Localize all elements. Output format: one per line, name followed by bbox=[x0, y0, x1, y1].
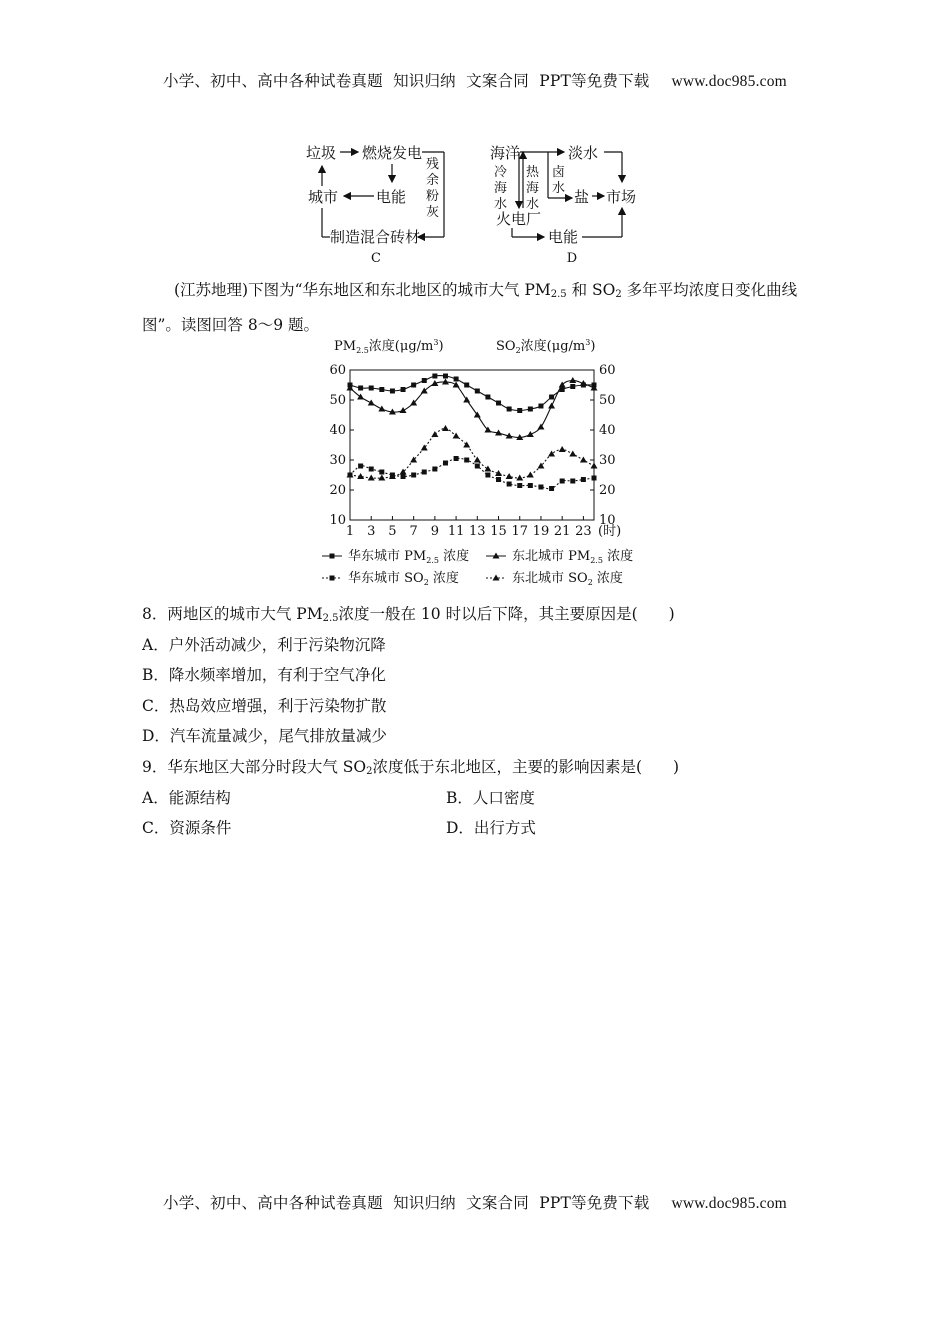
y-tick-label-right: 60 bbox=[599, 363, 616, 378]
data-point-triangle bbox=[580, 457, 587, 463]
data-point-square bbox=[358, 386, 363, 391]
d-electricity: 电能 bbox=[548, 228, 579, 246]
q9-sub: 2 bbox=[366, 766, 373, 777]
data-point-square bbox=[369, 386, 374, 391]
data-point-triangle bbox=[527, 431, 534, 437]
d-hot-2: 海 bbox=[526, 181, 540, 196]
d-cold-2: 海 bbox=[494, 181, 508, 196]
diagram-d bbox=[486, 138, 646, 268]
data-point-triangle bbox=[484, 466, 491, 472]
d-fresh-water: 淡水 bbox=[568, 144, 599, 162]
data-point-triangle bbox=[569, 451, 576, 457]
q9-option-b: B．人口密度 bbox=[446, 789, 535, 807]
data-point-triangle bbox=[378, 475, 385, 481]
data-point-square bbox=[507, 407, 512, 412]
intro-part-2: 和 SO bbox=[566, 281, 616, 299]
data-point-square bbox=[528, 407, 533, 412]
data-point-square bbox=[411, 473, 416, 478]
legend-label: 东北城市 $PM_{2.5}$ 浓度 bbox=[512, 549, 634, 565]
series-line-3 bbox=[350, 458, 594, 488]
y-tick-label-left: 30 bbox=[329, 453, 346, 468]
data-point-square bbox=[330, 554, 335, 559]
data-point-triangle bbox=[463, 397, 470, 403]
data-point-square bbox=[538, 404, 543, 409]
header-text: 小学、初中、高中各种试卷真题 知识归纳 文案合同 PPT等免费下载 bbox=[163, 72, 650, 90]
data-point-triangle bbox=[559, 446, 566, 452]
data-point-square bbox=[464, 458, 469, 463]
intro-part-3: 多年平均浓度日变化曲线图”。读图回答 8～9 题。 bbox=[142, 281, 798, 334]
data-point-square bbox=[507, 482, 512, 487]
page-footer bbox=[0, 1191, 950, 1213]
c-label: C bbox=[371, 251, 381, 266]
data-point-square bbox=[496, 477, 501, 482]
data-point-triangle bbox=[548, 403, 555, 409]
data-point-square bbox=[390, 389, 395, 394]
q9-suffix: 浓度低于东北地区，主要的影响因素是( ) bbox=[372, 758, 680, 776]
data-point-square bbox=[485, 395, 490, 400]
q8-sub: 2.5 bbox=[322, 613, 339, 624]
q9-prefix: 9．华东地区大部分时段大气 SO bbox=[142, 758, 367, 776]
data-point-square bbox=[432, 374, 437, 379]
data-point-square bbox=[570, 479, 575, 484]
x-tick-label: 9 bbox=[430, 524, 440, 539]
data-point-triangle bbox=[537, 424, 544, 430]
x-tick-label: 13 bbox=[469, 524, 486, 539]
data-point-triangle bbox=[453, 382, 460, 388]
d-market: 市场 bbox=[606, 188, 637, 206]
c-electricity: 电能 bbox=[376, 188, 407, 206]
q8-option-c: C．热岛效应增强，利于污染物扩散 bbox=[142, 697, 387, 715]
x-tick-label: 3 bbox=[367, 524, 376, 539]
d-power-plant: 火电厂 bbox=[496, 210, 542, 228]
data-point-square bbox=[475, 389, 480, 394]
intro-sub-1: 2.5 bbox=[550, 289, 567, 300]
y-tick-label-left: 50 bbox=[329, 393, 346, 408]
d-ocean: 海洋 bbox=[490, 144, 521, 162]
data-point-square bbox=[538, 485, 543, 490]
footer-site: www.doc985.com bbox=[671, 1195, 787, 1212]
q8-option-b: B．降水频率增加，有利于空气净化 bbox=[142, 666, 386, 684]
intro-part-1: (江苏地理)下图为“华东地区和东北地区的城市大气 PM bbox=[174, 281, 551, 299]
d-cold-3: 水 bbox=[494, 197, 508, 212]
data-point-triangle bbox=[527, 472, 534, 478]
legend-label: 华东城市 $PM_{2.5}$ 浓度 bbox=[348, 549, 470, 565]
y-tick-label-left: 10 bbox=[329, 513, 346, 528]
data-point-square bbox=[517, 408, 522, 413]
data-point-triangle bbox=[368, 400, 375, 406]
data-point-square bbox=[560, 479, 565, 484]
data-point-square bbox=[401, 387, 406, 392]
c-city: 城市 bbox=[308, 188, 339, 206]
diagram-c bbox=[300, 138, 460, 268]
data-point-square bbox=[528, 483, 533, 488]
data-point-square bbox=[581, 477, 586, 482]
x-tick-label: 1 bbox=[345, 524, 355, 539]
footer-text: 小学、初中、高中各种试卷真题 知识归纳 文案合同 PPT等免费下载 bbox=[163, 1194, 650, 1212]
c-brick: 制造混合砖材 bbox=[330, 228, 421, 246]
c-ash-4: 灰 bbox=[426, 205, 440, 220]
question-8 bbox=[142, 602, 675, 624]
legend-label: 东北城市 $SO_2$ 浓度 bbox=[512, 571, 623, 587]
data-point-triangle bbox=[516, 475, 523, 481]
intro-text bbox=[142, 275, 822, 340]
data-point-square bbox=[422, 470, 427, 475]
legend-label: 华东城市 $SO_2$ 浓度 bbox=[348, 571, 459, 587]
y-tick-label-right: 50 bbox=[599, 393, 616, 408]
data-point-triangle bbox=[591, 463, 598, 469]
data-point-square bbox=[485, 473, 490, 478]
data-point-triangle bbox=[506, 473, 513, 479]
q8-option-a: A．户外活动减少，利于污染物沉降 bbox=[142, 636, 386, 654]
x-unit-label: (时) bbox=[598, 524, 622, 539]
x-tick-label: 5 bbox=[388, 524, 397, 539]
x-tick-label: 19 bbox=[532, 524, 550, 539]
q8-prefix: 8．两地区的城市大气 PM bbox=[142, 605, 323, 623]
data-point-square bbox=[401, 474, 406, 479]
data-point-triangle bbox=[421, 445, 428, 451]
data-point-triangle bbox=[463, 442, 470, 448]
data-point-triangle bbox=[378, 406, 385, 412]
x-tick-label: 15 bbox=[490, 524, 507, 539]
d-cold-1: 冷 bbox=[494, 165, 508, 180]
d-hot-1: 热 bbox=[526, 165, 540, 180]
data-point-triangle bbox=[548, 451, 555, 457]
data-point-square bbox=[422, 378, 427, 383]
y-tick-label-right: 20 bbox=[599, 483, 616, 498]
data-point-triangle bbox=[442, 425, 449, 431]
data-point-square bbox=[454, 377, 459, 382]
c-garbage: 垃圾 bbox=[306, 144, 337, 162]
data-point-square bbox=[369, 467, 374, 472]
x-tick-label: 11 bbox=[447, 524, 465, 539]
d-brine-1: 卤 bbox=[552, 165, 566, 180]
d-hot-3: 水 bbox=[526, 197, 540, 212]
data-point-triangle bbox=[368, 475, 375, 481]
data-point-square bbox=[464, 383, 469, 388]
data-point-square bbox=[475, 464, 480, 469]
pollution-chart bbox=[310, 332, 650, 592]
data-point-square bbox=[570, 384, 575, 389]
right-axis-title: $SO_2$浓度$(\mu g/m^3)$ bbox=[496, 338, 596, 355]
data-point-square bbox=[549, 486, 554, 491]
x-tick-label: 17 bbox=[511, 524, 529, 539]
y-tick-label-right: 10 bbox=[599, 513, 616, 528]
data-point-triangle bbox=[569, 377, 576, 383]
data-point-square bbox=[592, 476, 597, 481]
c-ash-3: 粉 bbox=[426, 189, 440, 204]
data-point-triangle bbox=[431, 431, 438, 437]
c-ash-2: 余 bbox=[426, 173, 440, 188]
data-point-square bbox=[443, 461, 448, 466]
y-tick-label-left: 20 bbox=[329, 483, 346, 498]
q8-suffix: 浓度一般在 10 时以后下降，其主要原因是( ) bbox=[338, 605, 675, 623]
left-axis-title: $PM_{2.5}$浓度$(\mu g/m^3)$ bbox=[334, 338, 444, 355]
data-point-triangle bbox=[400, 469, 407, 475]
data-point-square bbox=[432, 467, 437, 472]
y-tick-label-left: 40 bbox=[329, 423, 346, 438]
x-tick-label: 23 bbox=[575, 524, 592, 539]
y-tick-label-left: 60 bbox=[329, 363, 346, 378]
q9-option-d: D．出行方式 bbox=[446, 819, 536, 837]
series-line-4 bbox=[350, 428, 594, 478]
c-ash-1: 残 bbox=[426, 157, 440, 172]
header-site: www.doc985.com bbox=[671, 73, 787, 90]
data-point-triangle bbox=[400, 407, 407, 413]
d-label: D bbox=[566, 251, 578, 266]
question-9 bbox=[142, 755, 679, 777]
intro-sub-2: 2 bbox=[615, 289, 622, 300]
q9-option-c: C．资源条件 bbox=[142, 819, 232, 837]
data-point-square bbox=[330, 576, 335, 581]
y-tick-label-right: 40 bbox=[599, 423, 616, 438]
q9-option-a: A．能源结构 bbox=[142, 789, 231, 807]
y-tick-label-right: 30 bbox=[599, 453, 616, 468]
data-point-square bbox=[411, 383, 416, 388]
data-point-square bbox=[496, 401, 501, 406]
data-point-square bbox=[358, 464, 363, 469]
series-line-2 bbox=[350, 380, 594, 437]
data-point-square bbox=[443, 374, 448, 379]
data-point-square bbox=[549, 395, 554, 400]
page-header bbox=[0, 69, 950, 91]
q8-option-d: D．汽车流量减少，尾气排放量减少 bbox=[142, 727, 387, 745]
x-tick-label: 7 bbox=[409, 524, 418, 539]
d-brine-2: 水 bbox=[552, 181, 566, 196]
data-point-square bbox=[379, 387, 384, 392]
data-point-square bbox=[454, 456, 459, 461]
x-tick-label: 21 bbox=[553, 524, 571, 539]
c-power: 燃烧发电 bbox=[362, 144, 423, 162]
data-point-square bbox=[517, 483, 522, 488]
data-point-square bbox=[379, 470, 384, 475]
d-salt: 盐 bbox=[574, 188, 590, 206]
